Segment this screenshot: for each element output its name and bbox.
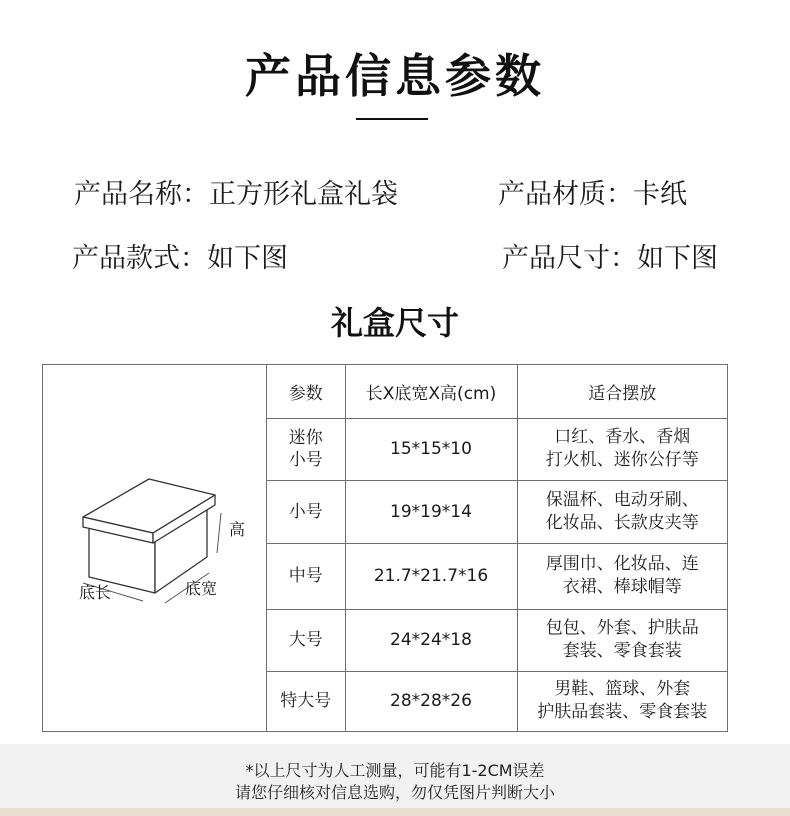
box-width-label: 底宽 <box>185 579 218 598</box>
product-style: 产品款式：如下图 <box>72 243 288 274</box>
size-dimensions: 21.7*21.7*16 <box>345 543 517 609</box>
product-name: 产品名称：正方形礼盒礼袋 <box>74 179 398 210</box>
size-table-container <box>42 364 728 732</box>
title-underline <box>356 118 428 120</box>
size-suitable-cell <box>517 418 727 480</box>
header-param: 参数 <box>267 365 345 418</box>
suitable-items: 衣裙、棒球帽等 <box>562 577 682 597</box>
size-name: 中号 <box>267 543 345 609</box>
table-header-row <box>267 365 727 418</box>
size-name: 小号 <box>288 450 323 470</box>
size-dimensions: 15*15*10 <box>345 418 517 480</box>
footer-note <box>0 744 790 808</box>
size-name: 迷你 <box>288 428 323 448</box>
gift-box-icon <box>43 365 267 731</box>
product-size: 产品尺寸：如下图 <box>502 243 718 274</box>
section-title: 礼盒尺寸 <box>330 304 459 342</box>
size-suitable-cell <box>517 543 727 609</box>
box-height-label: 高 <box>229 520 246 539</box>
size-suitable-cell <box>517 609 727 671</box>
size-name: 小号 <box>267 480 345 543</box>
suitable-items: 厚围巾、化妆品、连 <box>545 554 699 574</box>
table-row <box>267 609 727 671</box>
size-suitable-cell <box>517 671 727 731</box>
suitable-items: 保温杯、电动牙刷、 <box>545 489 699 510</box>
size-dimensions: 28*28*26 <box>345 671 517 731</box>
size-table <box>267 365 727 731</box>
header-dimensions: 长X底宽X高(cm) <box>345 365 517 418</box>
box-length-label: 底长 <box>79 583 112 602</box>
suitable-items: 化妆品、长款皮夹等 <box>545 512 699 533</box>
suitable-items: 套装、零食套装 <box>562 641 682 661</box>
size-name-cell <box>267 418 345 480</box>
suitable-items: 护肤品套装、零食套装 <box>537 702 708 723</box>
suitable-items: 男鞋、篮球、外套 <box>554 679 691 700</box>
product-material: 产品材质：卡纸 <box>498 179 687 210</box>
size-name: 大号 <box>267 609 345 671</box>
size-dimensions: 24*24*18 <box>345 609 517 671</box>
page-title: 产品信息参数 <box>245 49 545 103</box>
suitable-items: 包包、外套、护肤品 <box>545 618 699 638</box>
header-suitable: 适合摆放 <box>517 365 727 418</box>
bottom-strip <box>0 808 790 816</box>
suitable-items: 口红、香水、香烟 <box>554 427 691 447</box>
size-suitable-cell <box>517 480 727 543</box>
size-dimensions: 19*19*14 <box>345 480 517 543</box>
footer-line-2: 请您仔细核对信息选购，勿仅凭图片判断大小 <box>234 783 555 802</box>
suitable-items: 打火机、迷你公仔等 <box>545 450 699 470</box>
table-row <box>267 480 727 543</box>
table-row <box>267 543 727 609</box>
size-name: 特大号 <box>280 691 332 712</box>
footer-line-1: *以上尺寸为人工测量，可能有1-2CM误差 <box>245 761 545 780</box>
box-diagram-cell <box>43 365 267 731</box>
table-row <box>267 418 727 480</box>
table-row <box>267 671 727 731</box>
